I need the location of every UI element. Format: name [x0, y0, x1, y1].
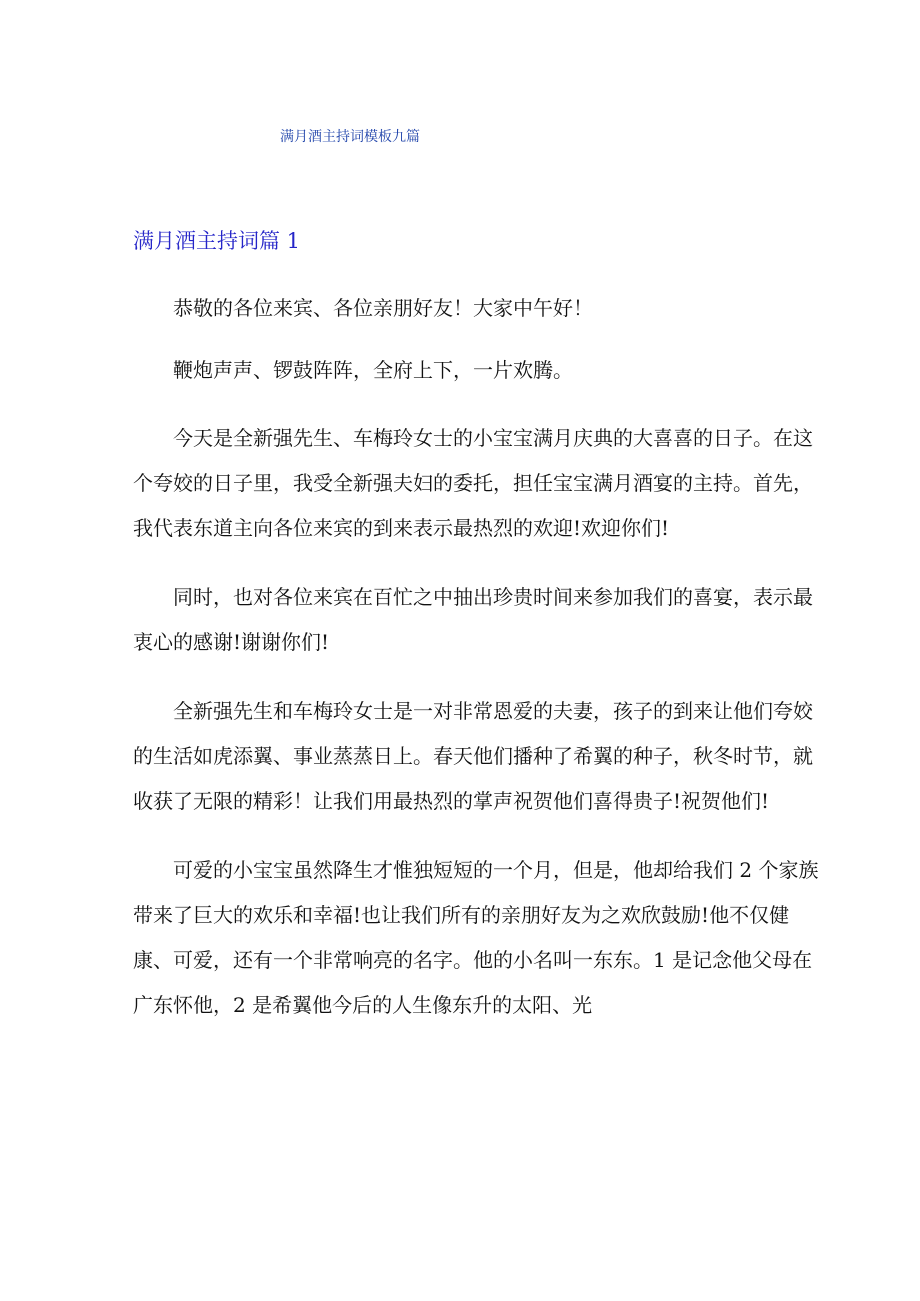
paragraph-occasion: 今天是全新强先生、车梅玲女士的小宝宝满月庆典的大喜喜的日子。在这个夸姣的日子里，我受全新强夫妇的委托，担任宝宝满月酒宴的主持。首先，我代表东道主向各位来宾的到来表示最热烈的欢迎!欢迎你们! — [133, 426, 813, 540]
section-heading: 满月酒主持词篇 1 — [133, 229, 301, 253]
paragraph-thanks: 同时，也对各位来宾在百忙之中抽出珍贵时间来参加我们的喜宴，表示最衷心的感谢!谢谢你们! — [133, 585, 813, 654]
document-title: 满月酒主持词模板九篇 — [280, 129, 420, 145]
paragraph-baby: 可爱的小宝宝虽然降生才惟独短短的一个月，但是，他却给我们 2 个家族带来了巨大的欢乐和幸福!也让我们所有的亲朋好友为之欢欣鼓励!他不仅健康、可爱，还有一个非常响亮的名字。他的小名叫一东东。1 是记念他父母在广东怀他，2 是希翼他今后的人生像东升的太阳、光 — [133, 858, 819, 1017]
paragraph-celebration: 鞭炮声声、锣鼓阵阵，全府上下，一片欢腾。 — [173, 358, 573, 382]
paragraph-greeting: 恭敬的各位来宾、各位亲朋好友！大家中午好！ — [173, 296, 593, 320]
paragraph-couple: 全新强先生和车梅玲女士是一对非常恩爱的夫妻，孩子的到来让他们夸姣的生活如虎添翼、事业蒸蒸日上。春天他们播种了希翼的种子，秋冬时节，就收获了无限的精彩！让我们用最热烈的掌声祝贺他们喜得贵子!祝贺他们! — [133, 699, 813, 813]
document-body — [133, 290, 823, 1052]
